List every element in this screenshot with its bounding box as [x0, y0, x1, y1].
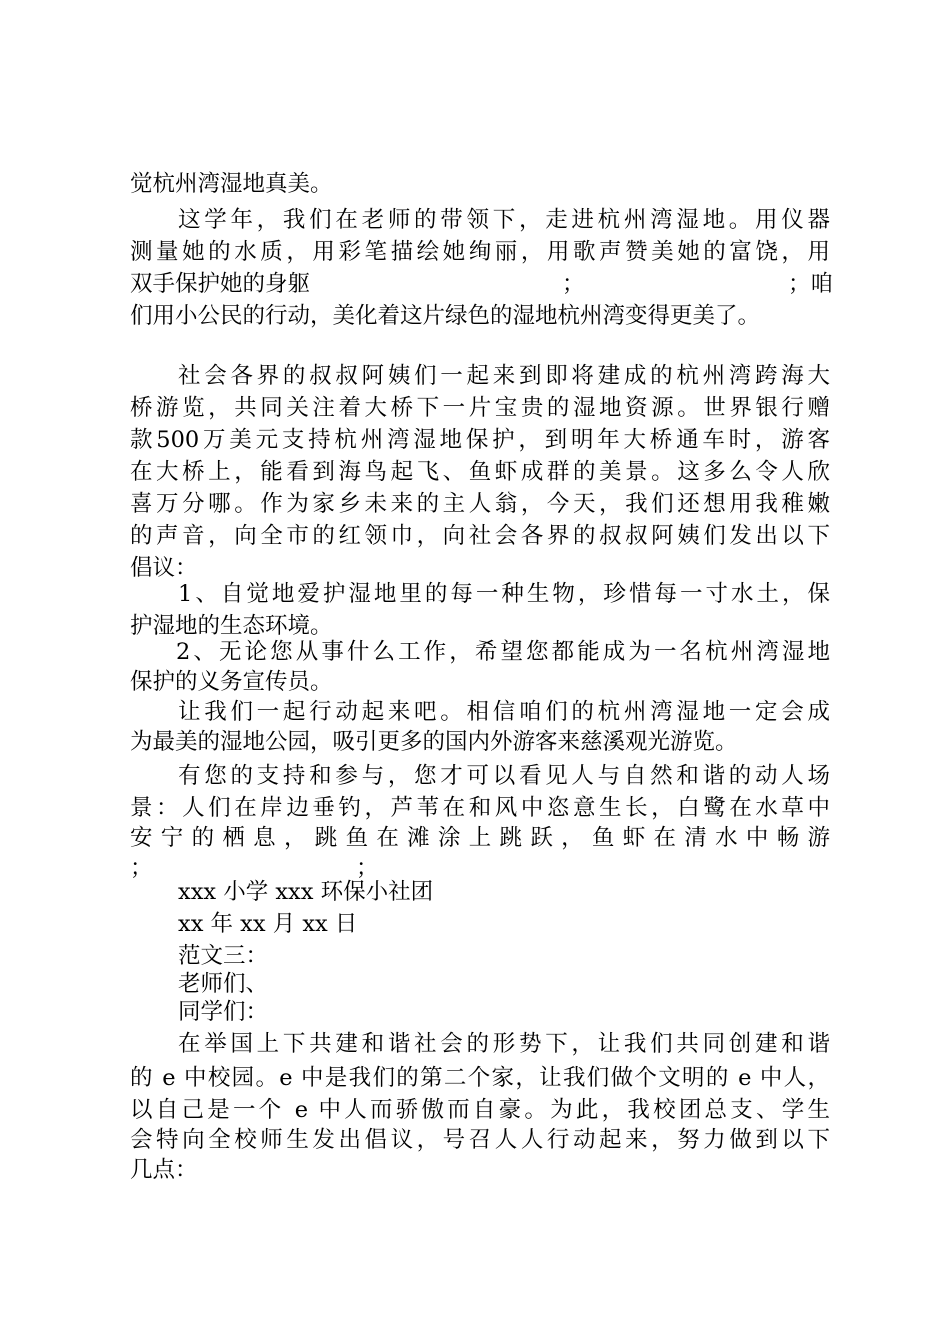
text-line: 的声音，向全市的红领巾，向社会各界的叔叔阿姨们发出以下 — [130, 523, 830, 549]
text-segment: ； — [356, 855, 379, 881]
text-line: 们用小公民的行动，美化着这片绿色的湿地杭州湾变得更美了。 — [130, 303, 761, 329]
text-line: 为最美的湿地公园，吸引更多的国内外游客来慈溪观光游览。 — [130, 729, 738, 755]
text-line: 的 e 中校园。e 中是我们的第二个家，让我们做个文明的 e 中人， — [130, 1065, 830, 1091]
text-line: 1、自觉地爱护湿地里的每一种生物，珍惜每一寸水土，保 — [178, 581, 830, 607]
text-line: 保护的义务宣传员。 — [130, 669, 333, 695]
text-line: 几点： — [130, 1157, 198, 1183]
text-line: 喜万分哪。作为家乡未来的主人翁，今天，我们还想用我稚嫩 — [130, 491, 830, 517]
text-line: 在大桥上，能看到海鸟起飞、鱼虾成群的美景。这多么令人欣 — [130, 459, 830, 485]
signature-organization: xxx 小学 xxx 环保小社团 — [178, 879, 434, 905]
text-line: 桥游览，共同关注着大桥下一片宝贵的湿地资源。世界银行赠 — [130, 395, 830, 421]
text-line: 护湿地的生态环境。 — [130, 613, 333, 639]
text-line: 2、无论您从事什么工作，希望您都能成为一名杭州湾湿地 — [176, 639, 830, 665]
text-line: 会特向全校师生发出倡议，号召人人行动起来，努力做到以下 — [130, 1127, 830, 1153]
text-segment: ； — [130, 855, 153, 881]
text-line: 社会各界的叔叔阿姨们一起来到即将建成的杭州湾跨海大 — [178, 363, 830, 389]
text-line: 以自己是一个 e 中人而骄傲而自豪。为此，我校团总支、学生 — [130, 1097, 830, 1123]
text-line: 景：人们在岸边垂钓，芦苇在和风中恣意生长，白鹭在水草中 — [130, 795, 830, 821]
text-line: 在举国上下共建和谐社会的形势下，让我们共同创建和谐 — [178, 1031, 830, 1057]
text-line: 这学年，我们在老师的带领下，走进杭州湾湿地。用仪器 — [178, 207, 830, 233]
text-line — [130, 268, 834, 300]
text-line: 测量她的水质，用彩笔描绘她绚丽，用歌声赞美她的富饶，用 — [130, 239, 830, 265]
text-segment: 双手保护她的身躯 — [130, 271, 311, 297]
text-line: 让我们一起行动起来吧。相信咱们的杭州湾湿地一定会成 — [178, 699, 830, 725]
text-segment: ； — [562, 271, 585, 297]
text-line: 倡议： — [130, 555, 198, 581]
section-heading: 范文三： — [178, 943, 269, 969]
text-segment: ；咱 — [788, 271, 834, 297]
text-line: 有您的支持和参与，您才可以看见人与自然和谐的动人场 — [178, 763, 830, 789]
signature-date: xx 年 xx 月 xx 日 — [178, 911, 358, 937]
text-line: 觉杭州湾湿地真美。 — [130, 171, 333, 197]
salutation-line: 老师们、 — [178, 971, 269, 997]
text-line: 安宁的栖息，跳鱼在滩涂上跳跃，鱼虾在清水中畅游 — [130, 825, 830, 851]
salutation-line: 同学们： — [178, 999, 269, 1025]
text-line: 款500万美元支持杭州湾湿地保护，到明年大桥通车时，游客 — [130, 427, 830, 453]
